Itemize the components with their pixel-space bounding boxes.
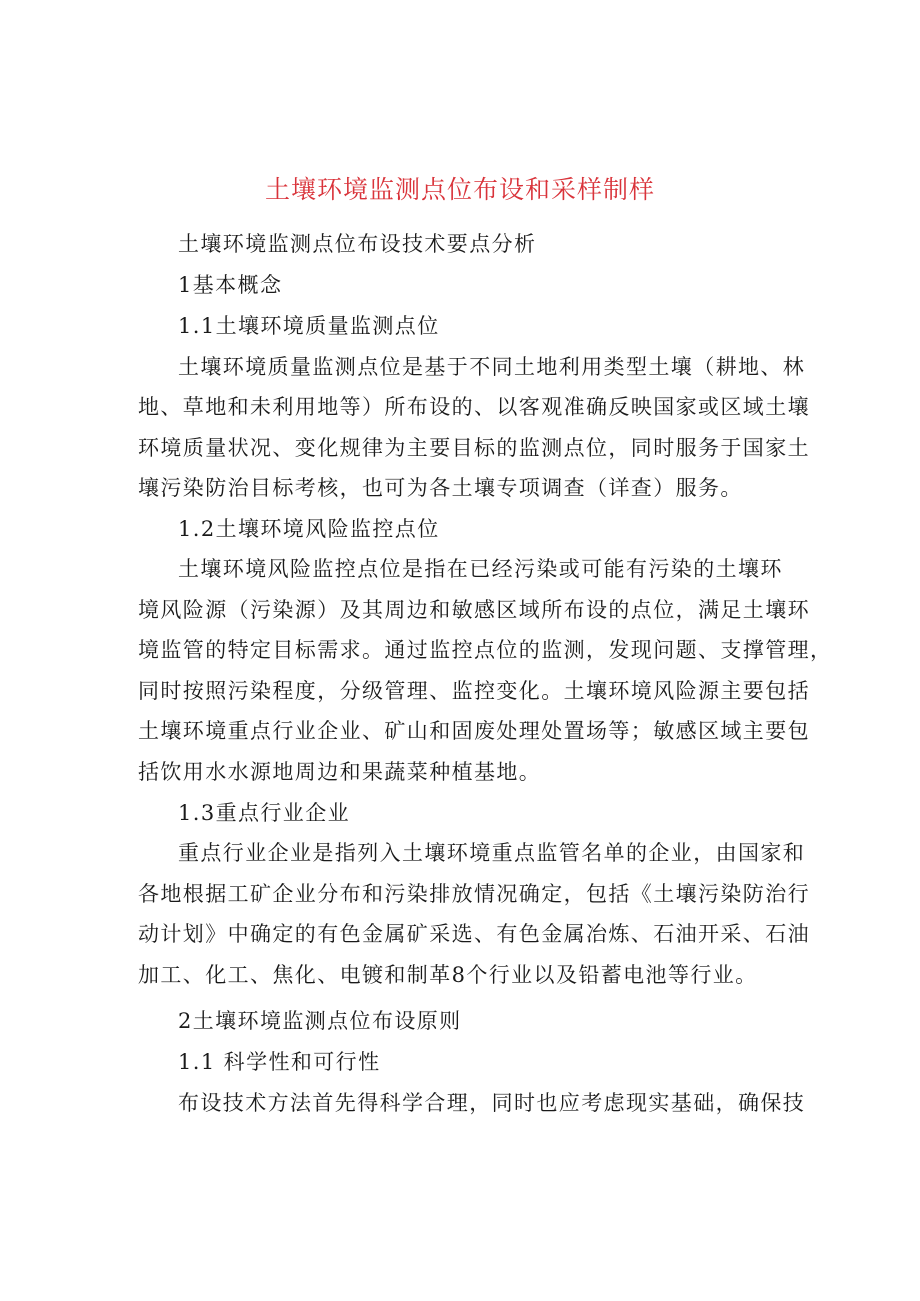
document-title: 土壤环境监测点位布设和采样制样: [264, 175, 655, 204]
paragraph-line: 地、草地和未利用地等）所布设的、以客观准确反映国家或区域土壤: [138, 395, 810, 419]
paragraph-line: 壤污染防治目标考核，也可为各土壤专项调查（详查）服务。: [138, 476, 743, 500]
paragraph-line: 同时按照污染程度，分级管理、监控变化。土壤环境风险源主要包括: [138, 679, 810, 703]
paragraph-line: 重点行业企业是指列入土壤环境重点监管名单的企业，由国家和: [178, 841, 806, 865]
paragraph-line: 土壤环境风险监控点位是指在已经污染或可能有污染的土壤环: [178, 557, 783, 581]
paragraph-line: 境监管的特定目标需求。通过监控点位的监测，发现问题、支撑管理，: [138, 638, 833, 662]
paragraph-line: 土壤环境质量监测点位是基于不同土地利用类型土壤（耕地、林: [178, 355, 806, 379]
section-heading: 2土壤环境监测点位布设原则: [178, 1009, 462, 1033]
section-heading: 土壤环境监测点位布设技术要点分析: [178, 232, 537, 256]
paragraph-line: 加工、化工、焦化、电镀和制革8个行业以及铅蓄电池等行业。: [138, 963, 758, 987]
subsection-heading: 1.1土壤环境质量监测点位: [178, 314, 440, 338]
paragraph-line: 括饮用水水源地周边和果蔬菜种植基地。: [138, 760, 542, 784]
subsection-heading: 1.1 科学性和可行性: [178, 1050, 381, 1074]
paragraph-line: 土壤环境重点行业企业、矿山和固废处理处置场等；敏感区域主要包: [138, 719, 810, 743]
paragraph-line: 境风险源（污染源）及其周边和敏感区域所布设的点位，满足土壤环: [138, 598, 810, 622]
subsection-heading: 1.3重点行业企业: [178, 801, 350, 825]
paragraph-line: 环境质量状况、变化规律为主要目标的监测点位，同时服务于国家土: [138, 436, 810, 460]
paragraph-line: 各地根据工矿企业分布和污染排放情况确定，包括《土壤污染防治行: [138, 882, 810, 906]
section-heading: 1基本概念: [178, 273, 283, 297]
paragraph-line: 动计划》中确定的有色金属矿采选、有色金属冶炼、石油开采、石油: [138, 922, 810, 946]
subsection-heading: 1.2土壤环境风险监控点位: [178, 517, 440, 541]
paragraph-line: 布设技术方法首先得科学合理，同时也应考虑现实基础，确保技: [178, 1091, 806, 1115]
